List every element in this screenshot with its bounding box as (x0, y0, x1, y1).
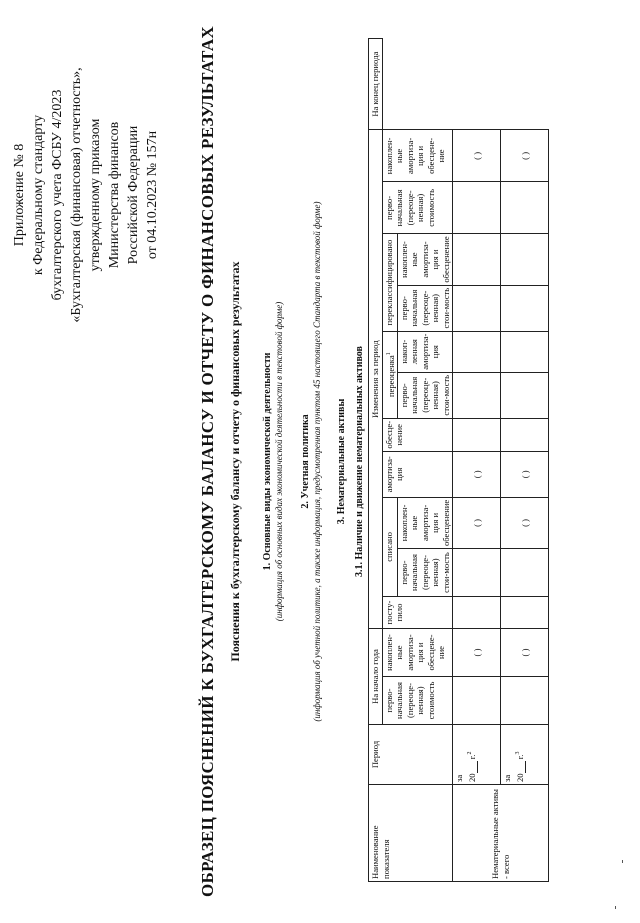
cell (501, 549, 549, 597)
cell (453, 418, 501, 451)
header-reclassified-initial-cost: перво-начальная (переоце-ненная) стои-мость (397, 285, 453, 331)
section-2-heading: 2. Учетная политика (300, 414, 311, 509)
header-impairment: обесце-нение (382, 418, 453, 451)
cell-paren: ( ) (501, 451, 549, 497)
header-end-initial-cost: перво-начальная (переоце-ненная) стоимость (382, 182, 453, 234)
section-3-heading: 3. Нематериальные активы (336, 398, 347, 525)
header-reclassified: переклассифицировано (382, 234, 397, 331)
header-amortization: амортиза-ция (382, 451, 453, 497)
document-title: ОБРАЗЕЦ ПОЯСНЕНИЙ К БУХГАЛТЕРСКОМУ БАЛАНСУ И ОТЧЕТУ О ФИНАНСОВЫХ РЕЗУЛЬТАТАХ (198, 26, 217, 897)
header-start-initial-cost: перво-начальная (переоце-ненная) стоимость (382, 677, 453, 725)
header-indicator-name: Наименование показателя (369, 785, 453, 882)
header-end-accumulated: накоплен-ные амортиза-ция и обесцене-ние (382, 130, 453, 182)
cell (501, 234, 549, 285)
appendix-line: от 04.10.2023 № 157н (145, 130, 160, 260)
period-cell: за 20 г.$^2$ (453, 725, 501, 785)
section-2-note: (информация об учетной политике, а также информация, предусмотренная пунктом 45 настоящего Стандарта в текстовой форме) (312, 201, 322, 722)
header-revaluation: переоценка$^1$ (382, 331, 397, 418)
cell-paren: ( ) (453, 451, 501, 497)
header-received: посту-пило (382, 597, 453, 629)
header-end-of-period: На конец периода (369, 39, 383, 130)
cell (453, 285, 501, 331)
appendix-line: Министерства финансов (107, 121, 122, 269)
cell (501, 331, 549, 372)
cell (453, 182, 501, 234)
cell (453, 234, 501, 285)
appendix-line: утвержденному приказом (88, 118, 103, 272)
header-revaluation-accumulated: накоп-ленная амортиза-ция (397, 331, 453, 372)
appendix-line: Российской Федерации (126, 125, 141, 265)
section-1-heading: 1. Основные виды экономической деятельности (262, 352, 273, 571)
appendix-line: Приложение № 8 (12, 143, 27, 247)
cell (453, 677, 501, 725)
cell (453, 372, 501, 418)
cell (501, 372, 549, 418)
row-label: Нематериальные активы - всего (453, 785, 549, 882)
header-written-off: списано (382, 497, 397, 596)
cell-paren: ( ) (453, 497, 501, 548)
header-revaluation-initial-cost: перво-начальная (переоце-ненная) стои-мость (397, 372, 453, 418)
period-cell: за 20 г.$^3$ (501, 725, 549, 785)
appendix-line: «Бухгалтерская (финансовая) отчетность», (69, 67, 84, 323)
intangible-assets-table (368, 38, 549, 882)
scan-speck (622, 860, 623, 863)
cell (453, 331, 501, 372)
cell-paren: ( ) (501, 130, 549, 182)
header-start-of-year: На начало года (369, 629, 383, 725)
appendix-header (10, 30, 162, 360)
cell (453, 549, 501, 597)
table-header-row (369, 39, 383, 882)
header-written-off-accumulated: накоплен-ные амортиза-ция и обесценение (397, 497, 453, 548)
cell (501, 597, 549, 629)
scan-speck (615, 906, 616, 909)
section-3-1-heading: 3.1. Наличие и движение нематериальных активов (354, 346, 365, 577)
cell-paren: ( ) (501, 497, 549, 548)
cell (501, 182, 549, 234)
header-start-accumulated: накоплен-ные амортиза-ция и обесцене-ние (382, 629, 453, 677)
header-reclassified-accumulated: накоплен-ные амортиза-ция и обесценение (397, 234, 453, 285)
cell (453, 597, 501, 629)
document-subtitle: Пояснения к бухгалтерскому балансу и отчету о финансовых результатах (228, 261, 242, 662)
cell (501, 285, 549, 331)
appendix-line: бухгалтерского учета ФСБУ 4/2023 (50, 89, 65, 301)
section-1-note: (информация об основных видах экономической деятельности в текстовой форме) (274, 301, 284, 622)
appendix-line: к Федеральному стандарту (31, 114, 46, 276)
table-row (453, 39, 501, 882)
cell (501, 677, 549, 725)
cell (501, 418, 549, 451)
cell-paren: ( ) (453, 130, 501, 182)
header-written-off-initial-cost: перво-начальная (переоце-ненная) стои-мость (397, 549, 453, 597)
header-changes: Изменения за период (369, 130, 383, 629)
cell-paren: ( ) (453, 629, 501, 677)
table-row (501, 39, 549, 882)
header-period: Период (369, 725, 453, 785)
cell-paren: ( ) (501, 629, 549, 677)
